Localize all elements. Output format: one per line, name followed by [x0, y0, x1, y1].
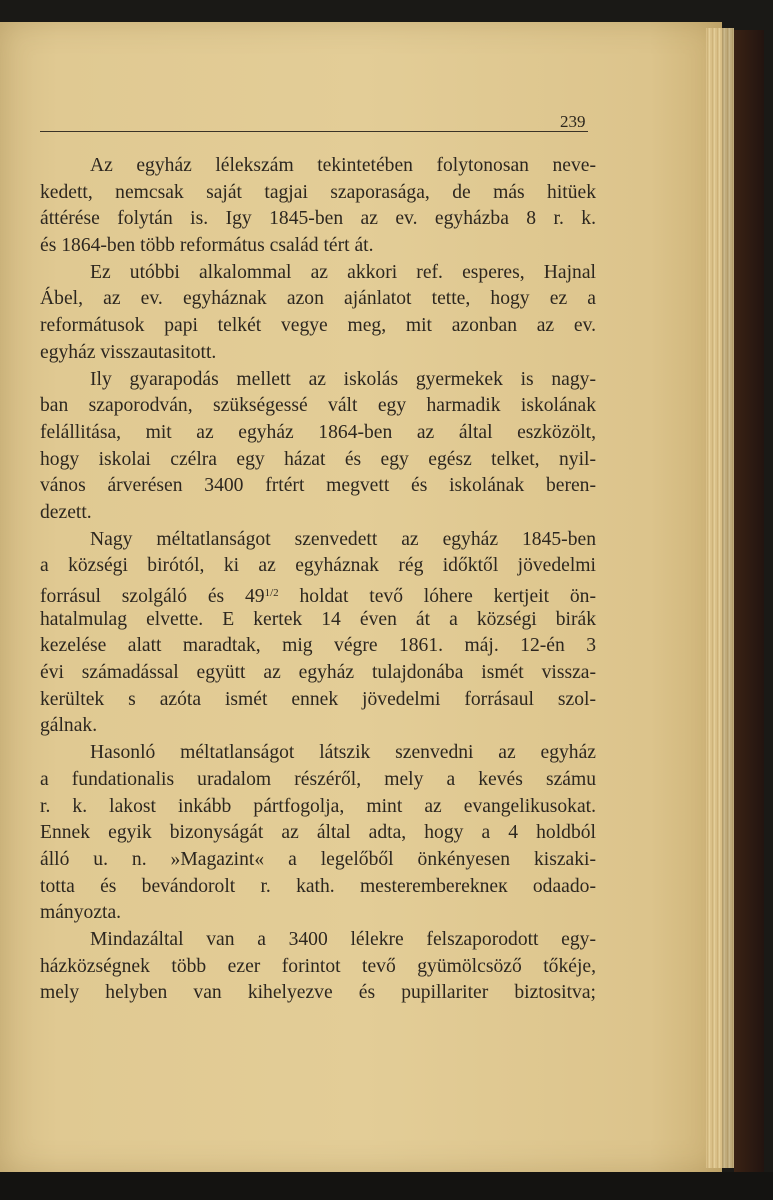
text-line-main: kedett, nemcsak saját tagjai szaporasága, de más hitüek: [40, 181, 596, 203]
text-line: [40, 500, 596, 527]
text-line: [40, 874, 596, 901]
header-rule: [40, 131, 588, 132]
text-line: [40, 420, 596, 447]
text-line: [40, 527, 596, 554]
text-line: [40, 260, 596, 287]
text-line: [40, 954, 596, 981]
text-line-main: évi számadással együtt az egyház tulajdonába ismét vissza-: [40, 662, 596, 684]
text-line: [40, 473, 596, 500]
text-line: [40, 607, 596, 634]
text-line-main: a községi birótól, ki az egyháznak rég időktől jövedelmi: [40, 555, 596, 577]
text-line-main: gálnak.: [40, 715, 98, 737]
text-line: [40, 580, 596, 607]
text-line: [40, 313, 596, 340]
text-line-main: vános árverésen 3400 frtért megvett és iskolának beren-: [40, 475, 596, 497]
text-line: [40, 900, 596, 927]
text-line: [40, 367, 596, 394]
text-line-main: mely helyben van kihelyezve és pupillariter biztositva;: [40, 982, 596, 1004]
text-line: [40, 340, 596, 367]
text-line-main: ban szaporodván, szükségessé vált egy harmadik iskolának: [40, 395, 596, 417]
text-line-main: házközségnek több ezer forintot tevő gyümölcsöző tőkéje,: [40, 955, 596, 977]
text-line: [40, 980, 596, 1007]
text-line-main: hatalmulag elvette. E kertek 14 éven át a községi birák: [40, 608, 596, 630]
text-line-main: és 1864-ben több református család tért át.: [40, 235, 374, 257]
text-line: [40, 206, 596, 233]
page-number: 239: [560, 112, 586, 131]
text-line: [40, 687, 596, 714]
text-line: [40, 447, 596, 474]
text-line-main: mányozta.: [40, 902, 122, 924]
text-line: [40, 847, 596, 874]
text-line: [40, 767, 596, 794]
text-line-main: Ily gyarapodás mellett az iskolás gyermekek is nagy-: [90, 368, 596, 390]
text-line-main: dezett.: [40, 501, 92, 523]
text-line-main: Ábel, az ev. egyháznak azon ajánlatot tette, hogy ez a: [40, 288, 596, 310]
text-line-main: Az egyház lélekszám tekintetében folytonosan neve-: [90, 155, 596, 176]
text-line-main: hogy iskolai czélra egy házat és egy egész telket, nyil-: [40, 448, 596, 470]
text-line: [40, 233, 596, 260]
text-line-main: reformátusok papi telkét vegye meg, mit azonban az ev.: [40, 315, 596, 337]
text-line: [40, 393, 596, 420]
text-line-main: kezelése alatt maradtak, mig végre 1861. máj. 12-én 3: [40, 635, 596, 657]
body-text: [40, 153, 596, 1007]
text-line: [40, 553, 596, 580]
text-line-main: Nagy méltatlanságot szenvedett az egyház 1845-ben: [90, 528, 596, 550]
text-line-main: r. k. lakost inkább pártfogolja, mint az evangelikusokat.: [40, 795, 596, 817]
scan-background: [0, 1172, 773, 1200]
text-line-continuation: holdat tevő lóhere kertjeit ön-: [278, 586, 597, 607]
fraction: 1/2: [264, 587, 279, 599]
book-cover-edge: [734, 30, 764, 1180]
text-line-main: Hasonló méltatlanságot látszik szenvedni az egyház: [90, 742, 596, 764]
text-line: [40, 286, 596, 313]
text-line-main: forrásul szolgáló és 49: [40, 586, 265, 607]
text-line: [40, 927, 596, 954]
text-line: [40, 820, 596, 847]
text-line: [40, 740, 596, 767]
text-line: [40, 633, 596, 660]
text-line: [40, 180, 596, 207]
text-line: [40, 713, 596, 740]
text-line: [40, 153, 596, 180]
text-line-main: kerültek s azóta ismét ennek jövedelmi forrásaul szol-: [40, 688, 596, 710]
text-line-main: felállitása, mit az egyház 1864-ben az által eszközölt,: [40, 421, 596, 443]
text-line-main: Ennek egyik bizonyságát az által adta, hogy a 4 holdból: [40, 822, 596, 844]
text-line: [40, 794, 596, 821]
page-edges: [706, 28, 734, 1168]
text-line-main: Ez utóbbi alkalommal az akkori ref. esperes, Hajnal: [90, 261, 596, 283]
text-line: [40, 660, 596, 687]
text-line-main: a fundationalis uradalom részéről, mely a kevés számu: [40, 768, 596, 790]
text-line-main: áttérése folytán is. Igy 1845-ben az ev. egyházba 8 r. k.: [40, 208, 596, 230]
text-line-main: álló u. n. »Magazint« a legelőből önkényesen kiszaki-: [40, 848, 596, 870]
text-line-main: totta és bevándorolt r. kath. mesteremberekneк odaado-: [40, 875, 596, 897]
text-line-main: egyház visszautasitott.: [40, 341, 217, 363]
text-line-main: Mindazáltal van a 3400 lélekre felszaporodott egy-: [90, 928, 596, 950]
